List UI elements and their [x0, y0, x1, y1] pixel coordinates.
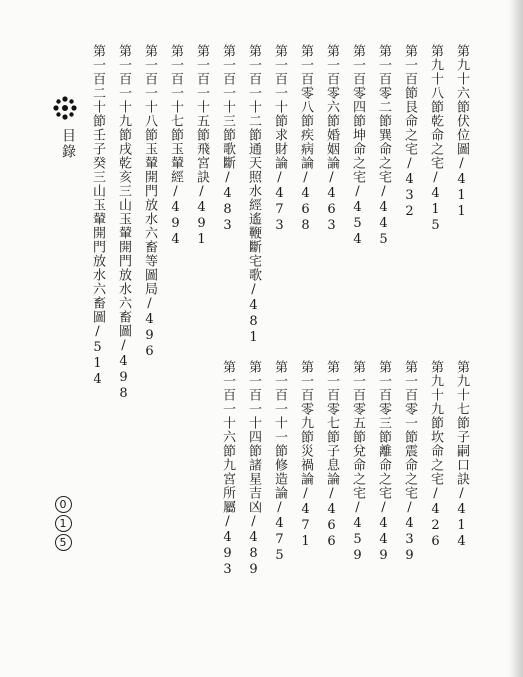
- toc-entry: [117, 44, 130, 402]
- toc-entry-title: 疾病論/468: [298, 128, 313, 234]
- toc-entry-title: 乾命之宅/415: [428, 114, 443, 234]
- toc-section-number: 第一百零三節: [376, 360, 391, 444]
- toc-section-number: 第九十九節: [428, 360, 443, 430]
- toc-section-number: 第一百零二節: [376, 44, 391, 128]
- toc-entry-title: 巽命之宅/445: [376, 128, 391, 248]
- toc-entry-title: 九宮所屬/493: [220, 458, 235, 578]
- toc-section-number: 第一百一十三節: [220, 44, 235, 142]
- toc-entry-title: 震命之宅/439: [402, 444, 417, 564]
- toc-entry: [143, 44, 156, 360]
- toc-entry: [299, 360, 312, 550]
- page-number-digit: 0: [55, 496, 72, 513]
- toc-entry-title: 坤命之宅/454: [350, 128, 365, 248]
- toc-section-number: 第一百一十五節: [194, 44, 209, 142]
- toc-entry: [299, 44, 312, 234]
- toc-entry-title: 子嗣口訣/414: [454, 430, 469, 550]
- toc-section-number: 第一百一十四節: [246, 360, 261, 458]
- toc-entry-title: 戌乾亥三山玉輦開門放水六畜圖/498: [116, 142, 131, 402]
- toc-entry-title: 求財論/473: [272, 128, 287, 234]
- toc-entry: [351, 360, 364, 564]
- toc-section-number: 第九十八節: [428, 44, 443, 114]
- toc-entry: [377, 44, 390, 248]
- toc-entry: [273, 360, 286, 564]
- toc-section-number: 第九十六節: [454, 44, 469, 114]
- toc-section-number: 第九十七節: [454, 360, 469, 430]
- toc-entry: [195, 44, 208, 248]
- toc-entry: [325, 360, 338, 550]
- toc-section-number: 第一百一十八節: [142, 44, 157, 142]
- toc-section-number: 第一百零六節: [324, 44, 339, 128]
- toc-entry: [403, 360, 416, 564]
- toc-section-number: 第一百零八節: [298, 44, 313, 128]
- toc-section-number: 第一百一十六節: [220, 360, 235, 458]
- toc-entry-title: 玉輦開門放水六畜等圖局/496: [142, 142, 157, 360]
- toc-entry: [429, 44, 442, 234]
- toc-section-number: 第一百一十節: [272, 44, 287, 128]
- toc-entry: [455, 44, 468, 220]
- toc-section-number: 第一百零九節: [298, 360, 313, 444]
- toc-entry-title: 婚姻論/463: [324, 128, 339, 234]
- toc-entry: [91, 44, 104, 388]
- toc-entry: [377, 360, 390, 564]
- toc-entry: [169, 44, 182, 248]
- toc-entry-title: 飛宮訣/491: [194, 142, 209, 248]
- toc-entry-title: 諸星吉凶/489: [246, 458, 261, 578]
- toc-entry-title: 子息論/466: [324, 444, 339, 550]
- toc-heading: 目錄: [60, 128, 76, 160]
- toc-entry: [273, 44, 286, 234]
- asterisk-ornament-icon: [52, 95, 78, 121]
- toc-section-number: 第一百零一節: [402, 360, 417, 444]
- toc-entry: [247, 360, 260, 578]
- toc-entry-title: 災禍論/471: [298, 444, 313, 550]
- toc-entry-title: 艮命之宅/432: [402, 100, 417, 220]
- toc-entry: [325, 44, 338, 234]
- toc-section-number: 第一百節: [402, 44, 417, 100]
- toc-section-number: 第一百一十二節: [246, 44, 261, 142]
- toc-entry-title: 修造論/475: [272, 458, 287, 564]
- toc-section-number: 第一百零五節: [350, 360, 365, 444]
- toc-section-number: 第一百一十一節: [272, 360, 287, 458]
- toc-entry: [247, 44, 260, 346]
- toc-entry-title: 玉輦經/494: [168, 142, 183, 248]
- toc-entry: [455, 360, 468, 550]
- toc-section-number: 第一百一十七節: [168, 44, 183, 142]
- page-number-digit: 5: [55, 534, 72, 551]
- toc-entry-title: 離命之宅/449: [376, 444, 391, 564]
- toc-entry-title: 伏位圖/411: [454, 114, 469, 220]
- toc-entry-title: 歌斷/483: [220, 142, 235, 234]
- toc-section-number: 第一百零四節: [350, 44, 365, 128]
- toc-entry-title: 坎命之宅/426: [428, 430, 443, 550]
- toc-entry: [351, 44, 364, 248]
- toc-entry-title: 兌命之宅/459: [350, 444, 365, 564]
- page-number: [52, 496, 74, 551]
- page-number-digit: 1: [55, 515, 72, 532]
- toc-entry: [403, 44, 416, 220]
- toc-entry-title: 通天照水經遙鞭斷宅歌/481: [246, 142, 261, 346]
- toc-section-number: 第一百一十九節: [116, 44, 131, 142]
- toc-section-number: 第一百二十節: [90, 44, 105, 128]
- toc-entry: [221, 360, 234, 578]
- toc-entry-title: 壬子癸三山玉輦開門放水六畜圖/514: [90, 128, 105, 388]
- toc-entry: [429, 360, 442, 550]
- toc-section-number: 第一百零七節: [324, 360, 339, 444]
- page-edge-shadow: [509, 0, 523, 677]
- toc-entry: [221, 44, 234, 234]
